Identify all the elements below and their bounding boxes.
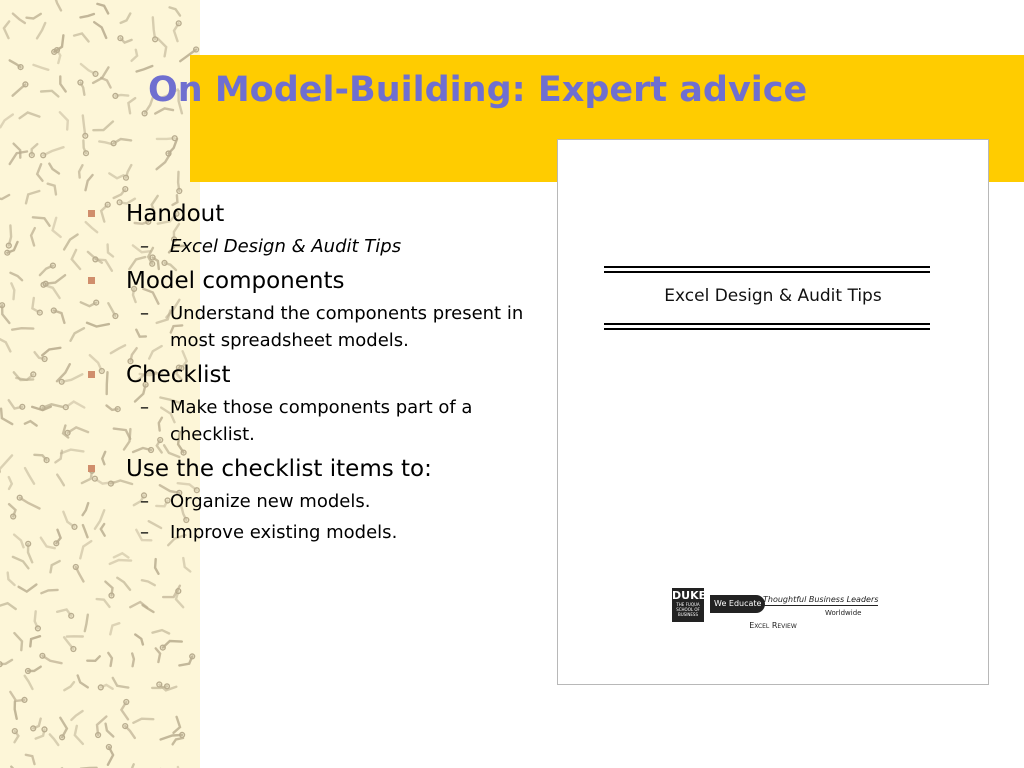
pattern-stroke <box>8 573 15 585</box>
handout-thumbnail <box>557 139 989 685</box>
sub-bullet-text: Understand the components present in most spreadsheet models. <box>170 303 524 351</box>
pattern-stroke <box>158 39 166 57</box>
pattern-stroke <box>1 409 12 424</box>
pattern-stroke <box>43 404 64 408</box>
pattern-stroke <box>57 364 70 381</box>
pattern-stroke <box>20 113 40 119</box>
handout-title: Excel Design & Audit Tips <box>664 286 882 306</box>
sub-bullet-item <box>84 233 524 260</box>
double-rule-top <box>604 271 930 273</box>
pattern-stroke <box>64 682 74 690</box>
pattern-stroke <box>114 553 128 557</box>
pattern-stroke <box>94 22 106 38</box>
pattern-stroke <box>142 580 155 585</box>
pattern-stroke <box>11 283 14 299</box>
pattern-stroke <box>43 147 63 155</box>
pattern-stroke <box>71 711 82 720</box>
sub-bullet-item <box>84 394 524 448</box>
pattern-stroke <box>9 477 12 489</box>
double-rule-bottom <box>604 323 930 325</box>
pattern-stroke <box>25 421 37 426</box>
sub-bullet-text: Improve existing models. <box>170 522 398 543</box>
pattern-stroke <box>27 14 41 19</box>
duke-logo-subtext: THE FUQUA SCHOOL OF BUSINESS <box>676 602 700 617</box>
pattern-stroke <box>153 630 170 633</box>
pattern-stroke <box>49 164 59 174</box>
sub-bullet-text: Organize new models. <box>170 491 371 512</box>
pattern-stroke <box>48 184 56 195</box>
pattern-stroke <box>4 21 9 38</box>
pattern-stroke <box>14 633 22 650</box>
pattern-stroke <box>11 273 23 280</box>
double-rule-bottom <box>604 328 930 330</box>
pattern-stroke <box>174 717 181 733</box>
pattern-stroke <box>31 228 35 245</box>
pattern-stroke <box>97 4 108 14</box>
pattern-stroke <box>72 250 80 269</box>
pattern-stroke <box>57 475 64 486</box>
pattern-stroke <box>156 648 160 662</box>
pattern-stroke <box>109 173 123 178</box>
pattern-stroke <box>170 7 180 15</box>
pattern-stroke <box>157 155 170 170</box>
pattern-stroke <box>25 468 34 484</box>
bullet-item <box>84 199 524 229</box>
pattern-stroke <box>143 605 154 612</box>
pattern-stroke <box>79 165 82 177</box>
pattern-stroke <box>133 719 153 723</box>
bullet-item <box>84 360 524 390</box>
pattern-stroke <box>37 164 42 181</box>
pattern-stroke <box>117 578 130 590</box>
pattern-stroke <box>110 623 119 634</box>
pattern-stroke <box>97 599 110 607</box>
pattern-stroke <box>75 726 83 744</box>
pattern-stroke <box>60 112 68 129</box>
bullet-text: Checklist <box>126 362 231 388</box>
dash-icon: – <box>140 236 149 257</box>
pattern-stroke <box>71 328 85 341</box>
pattern-stroke <box>41 590 57 593</box>
pattern-stroke <box>132 50 138 61</box>
dash-icon: – <box>140 522 149 543</box>
pattern-stroke <box>0 455 12 471</box>
pattern-stroke <box>55 0 61 10</box>
double-rule-top <box>604 266 930 268</box>
sub-bullet-text: Make those components part of a checklist. <box>170 397 473 445</box>
pattern-stroke <box>33 217 50 226</box>
pattern-stroke <box>101 78 111 88</box>
square-bullet-icon <box>88 465 95 472</box>
bullet-list <box>84 193 524 546</box>
pattern-stroke <box>93 122 113 131</box>
pattern-stroke <box>183 558 190 571</box>
pattern-stroke <box>87 656 100 661</box>
pattern-stroke <box>113 678 129 688</box>
pattern-stroke <box>132 654 134 667</box>
pattern-stroke <box>121 14 131 23</box>
duke-logo <box>672 588 707 622</box>
bullet-item <box>84 266 524 296</box>
pattern-stroke <box>30 636 40 646</box>
we-educate-badge: We Educate <box>710 595 765 613</box>
tagline: Thoughtful Business Leaders <box>763 595 879 604</box>
square-bullet-icon <box>88 210 95 217</box>
pattern-stroke <box>78 676 88 688</box>
pattern-stroke <box>60 76 65 91</box>
pattern-stroke <box>26 191 39 203</box>
duke-logo-text: DUKE <box>672 589 707 602</box>
pattern-stroke <box>135 635 143 645</box>
pattern-stroke <box>86 175 93 190</box>
pattern-stroke <box>37 23 45 38</box>
pattern-stroke <box>61 450 83 454</box>
pattern-stroke <box>19 585 37 592</box>
pattern-stroke <box>46 275 66 284</box>
pattern-stroke <box>173 738 183 744</box>
pattern-stroke <box>51 561 60 572</box>
dash-icon: – <box>140 491 149 512</box>
square-bullet-icon <box>88 371 95 378</box>
pattern-stroke <box>99 141 112 144</box>
pattern-stroke <box>25 676 33 689</box>
pattern-stroke <box>13 14 25 23</box>
handout-footer: Excel Review <box>749 621 797 630</box>
pattern-stroke <box>153 17 155 39</box>
pattern-stroke <box>62 374 83 382</box>
pattern-stroke <box>106 724 114 737</box>
pattern-stroke <box>131 764 135 768</box>
pattern-stroke <box>41 538 55 549</box>
pattern-stroke <box>26 755 35 764</box>
sub-bullet-item <box>84 488 524 515</box>
pattern-stroke <box>110 560 131 564</box>
pattern-stroke <box>50 734 59 745</box>
pattern-stroke <box>0 603 16 609</box>
pattern-stroke <box>42 348 60 356</box>
slide-title: On Model-Building: Expert advice <box>148 70 808 110</box>
square-bullet-icon <box>88 277 95 284</box>
pattern-stroke <box>41 91 58 97</box>
pattern-stroke <box>10 152 27 165</box>
pattern-stroke <box>108 653 112 666</box>
pattern-stroke <box>128 98 135 113</box>
pattern-stroke <box>20 498 40 509</box>
pattern-stroke <box>44 285 60 298</box>
dash-icon: – <box>140 397 149 418</box>
pattern-stroke <box>64 235 78 250</box>
worldwide-label: Worldwide <box>825 609 862 617</box>
pattern-stroke <box>85 615 88 631</box>
pattern-stroke <box>74 34 89 42</box>
sub-bullet-item <box>84 300 524 354</box>
pattern-stroke <box>14 535 23 548</box>
pattern-stroke <box>53 218 61 237</box>
pattern-stroke <box>0 339 10 352</box>
pattern-stroke <box>15 702 17 719</box>
pattern-stroke <box>34 65 49 70</box>
pattern-stroke <box>0 115 12 128</box>
pattern-stroke <box>13 557 29 568</box>
pattern-stroke <box>155 559 158 574</box>
dash-icon: – <box>140 303 149 324</box>
bullet-text: Handout <box>126 201 225 227</box>
pattern-stroke <box>0 195 9 199</box>
bullet-text: Model components <box>126 268 345 294</box>
pattern-stroke <box>81 14 94 17</box>
bullet-item <box>84 454 524 484</box>
pattern-stroke <box>12 328 33 330</box>
sub-bullet-text: Excel Design & Audit Tips <box>170 236 402 257</box>
sub-bullet-item <box>84 519 524 546</box>
bullet-text: Use the checklist items to: <box>126 456 432 482</box>
